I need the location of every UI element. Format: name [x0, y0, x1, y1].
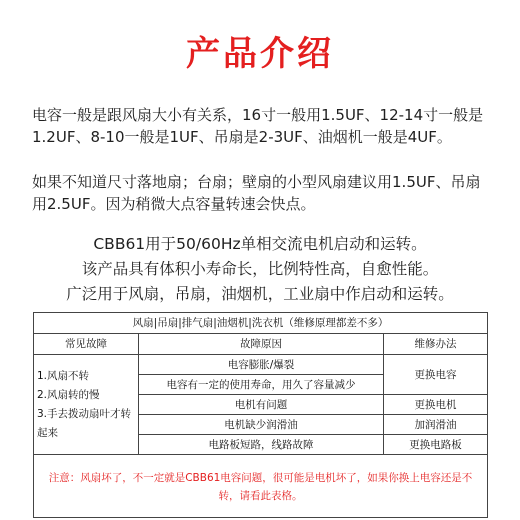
- fix-cell: 加润滑油: [384, 415, 488, 435]
- fix-cell: 更换电路板: [384, 435, 488, 455]
- header-cause: 故障原因: [139, 334, 384, 355]
- troubleshooting-table: [33, 312, 488, 518]
- symptoms-cell: [34, 355, 139, 455]
- unknown-size-paragraph: 如果不知道尺寸落地扇；台扇；壁扇的小型风扇建议用1.5UF、吊扇用2.5UF。因为稍微大点容量转速会快点。: [32, 173, 481, 213]
- warning-note: 注意：风扇坏了，不一定就是CBB61电容问题，很可能是电机坏了，如果你换上电容还是不转，请看此表格。: [34, 455, 488, 518]
- cause-cell: 电容有一定的使用寿命，用久了容量减少: [139, 375, 384, 395]
- table-caption: 风扇|吊扇|排气扇|油烟机|洗衣机（维修原理都差不多）: [34, 313, 488, 334]
- page-title: 产品介绍: [186, 34, 334, 74]
- symptom-item: 1.风扇不转: [37, 369, 90, 382]
- fix-cell: 更换电机: [384, 395, 488, 415]
- header-symptom: 常见故障: [34, 334, 139, 355]
- product-line-2: 该产品具有体积小寿命长，比例特性高，自愈性能。: [81, 260, 439, 278]
- fix-cell: 更换电容: [384, 355, 488, 395]
- product-line-1: CBB61用于50/60Hz单相交流电机启动和运转。: [93, 235, 427, 253]
- product-description: [0, 232, 520, 307]
- symptom-item: 3.手去拨动扇叶才转起来: [37, 407, 132, 439]
- capacitor-size-paragraph: 电容一般是跟风扇大小有关系，16寸一般用1.5UF、12-14寸一般是1.2UF、8-10一般是1UF、吊扇是2-3UF、油烟机一般是4UF。: [32, 106, 484, 146]
- header-fix: 维修办法: [384, 334, 488, 355]
- product-line-3: 广泛用于风扇，吊扇，油烟机，工业扇中作启动和运转。: [66, 285, 454, 303]
- cause-cell: 电路板短路，线路故障: [139, 435, 384, 455]
- cause-cell: 电机缺少润滑油: [139, 415, 384, 435]
- cause-cell: 电机有问题: [139, 395, 384, 415]
- symptom-item: 2.风扇转的慢: [37, 388, 100, 401]
- cause-cell: 电容膨胀/爆裂: [139, 355, 384, 375]
